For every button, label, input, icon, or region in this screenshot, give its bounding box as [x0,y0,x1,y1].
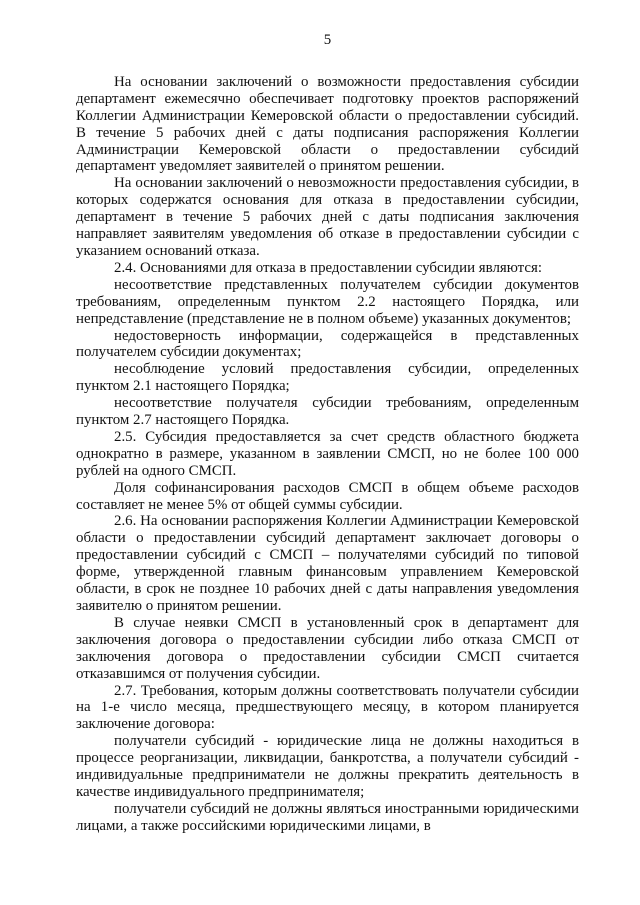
paragraph-cofinancing-share: Доля софинансирования расходов СМСП в общем объеме расходов составляет не менее 5% от общей суммы субсидии. [76,479,579,513]
paragraph-2-7: 2.7. Требования, которым должны соответствовать получатели субсидии на 1-е число месяца, предшествующего месяцу, в котором планируется заключение договора: [76,682,579,733]
paragraph-refusal-reason-1: несоответствие представленных получателем субсидии документов требованиям, определенным пунктом 2.2 настоящего Порядка, или непредставление (представление не в полном объеме) указанных документов; [76,276,579,327]
paragraph-negative-conclusions: На основании заключений о невозможности предоставления субсидии, в которых содержатся основания для отказа в предоставлении субсидии, департамент в течение 5 рабочих дней с даты подписания заключения направляет заявителям уведомления об отказе в предоставлении субсидии с указанием оснований отказа. [76,175,579,259]
paragraph-requirement-2: получатели субсидий не должны являться иностранными юридическими лицами, а также российскими юридическими лицами, в [76,800,579,834]
document-page [76,32,579,835]
paragraph-non-appearance: В случае неявки СМСП в установленный срок в департамент для заключения договора о предоставлении субсидии либо отказа СМСП от заключения договора о предоставлении субсидии СМСП считается отказавшимся от получения субсидии. [76,614,579,682]
page-number: 5 [323,32,332,48]
paragraph-requirement-1: получатели субсидий - юридические лица не должны находиться в процессе реорганизации, ликвидации, банкротства, а получатели субсидий - индивидуальные предприниматели не должны прекратить деятельность в качестве индивидуального предпринимателя; [76,733,579,800]
paragraph-2-5: 2.5. Субсидия предоставляется за счет средств областного бюджета однократно в размере, указанном в заявлении СМСП, но не более 100 000 рублей на одного СМСП. [76,428,579,479]
paragraph-refusal-reason-3: несоблюдение условий предоставления субсидии, определенных пунктом 2.1 настоящего Порядка; [76,361,579,395]
paragraph-positive-conclusions: На основании заключений о возможности предоставления субсидии департамент ежемесячно обеспечивает подготовку проектов распоряжений Коллегии Администрации Кемеровской области о предоставлении субсидий. В течение 5 рабочих дней с даты подписания распоряжения Коллегии Администрации Кемеровской области о предоставлении субсидий департамент уведомляет заявителей о принятом решении. [76,73,579,175]
paragraph-2-4-heading: 2.4. Основаниями для отказа в предоставлении субсидии являются: [114,259,542,276]
paragraph-refusal-reason-4: несоответствие получателя субсидии требованиям, определенным пунктом 2.7 настоящего Порядка. [76,395,579,429]
paragraph-2-6: 2.6. На основании распоряжения Коллегии Администрации Кемеровской области о предоставлении субсидий департамент заключает договоры о предоставлении субсидий с СМСП – получателями субсидий по типовой форме, утвержденной главным финансовым управлением Кемеровской области, в срок не позднее 10 рабочих дней с даты направления уведомления заявителю о принятом решении. [76,513,579,614]
paragraph-refusal-reason-2: недостоверность информации, содержащейся в представленных получателем субсидии документах; [76,327,579,361]
